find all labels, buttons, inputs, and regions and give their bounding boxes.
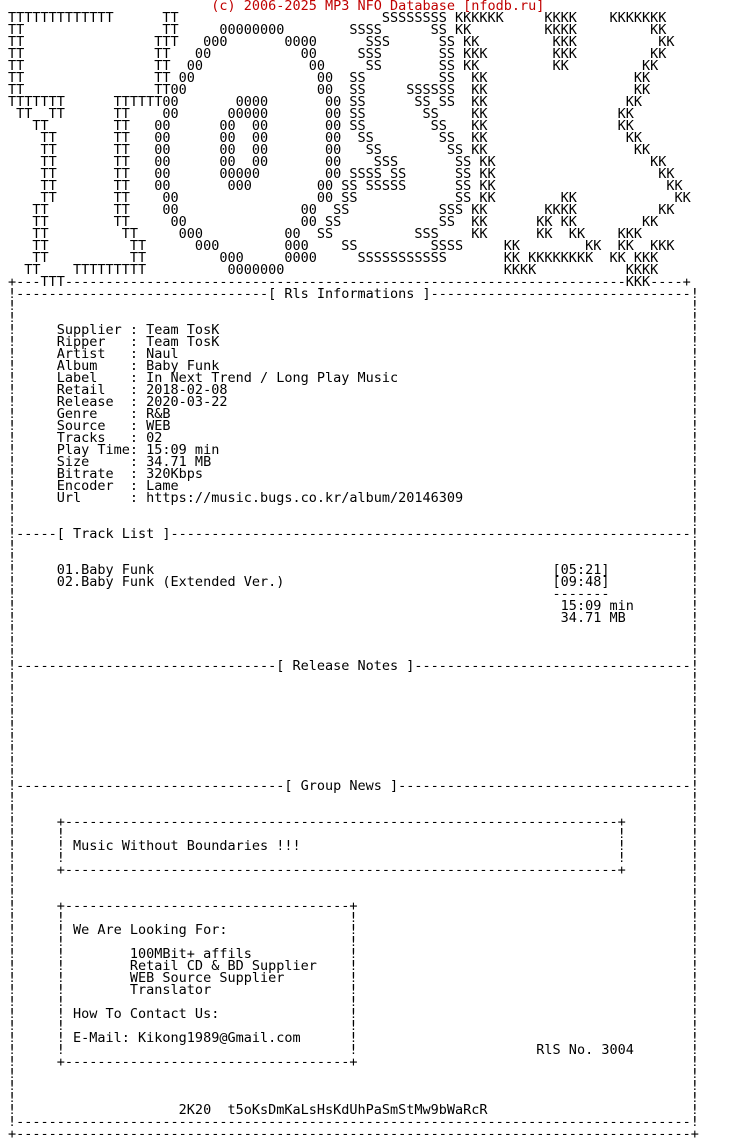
nfo-line: ! Album : Baby Funk ! [8,358,699,374]
nfo-line: ! ! [8,766,699,782]
nfo-line: !-----------------------------------------------------------------------------------! [8,1114,699,1130]
nfo-line: ! ! [8,790,699,806]
nfo-line: ! ! [8,622,699,638]
nfo-line: TTTTTTTTTTTTT TT SSSSSSSS KKKKKK KKKK KKKKKKK [8,10,667,26]
nfo-line: ! Bitrate : 320Kbps ! [8,466,699,482]
nfo-line: TT TT 00 00 00 00 SS SS KK KK [8,142,651,158]
nfo-line: ! ! [8,754,699,770]
nfo-line: TT TT 00 00 SS SS KK KK [8,70,651,86]
nfo-line: TT TT 00 00 00 00 SS SS KK KK [8,130,642,146]
nfo-line: ! ! [8,310,699,326]
nfo-document [8,0,699,1140]
nfo-line: ! ! [8,634,699,650]
nfo-line: ! Supplier : Team TosK ! [8,322,699,338]
nfo-line: TT TT 00 00 SS SSS KK KKKK KK [8,202,675,218]
nfo-line: TT TT 00 00 00 00 SS SS KK KK [8,118,634,134]
nfo-line: ! ! [8,874,699,890]
nfo-line: ! 01.Baby Funk [05:21] ! [8,562,699,578]
nfo-line: ! Url : https://music.bugs.co.kr/album/20146309 ! [8,490,699,506]
nfo-line: TT TT 000 0000 SSSSSSSSSSS KK KKKKKKKK KK KKK [8,250,659,266]
nfo-line: ! ! Music Without Boundaries !!! ! ! [8,838,699,854]
nfo-line: ! 15:09 min ! [8,598,699,614]
nfo-line: ! ! [8,298,699,314]
nfo-line: ! 2K20 t5oKsDmKaLsHsKdUhPaSmStMw9bWaRcR ! [8,1102,699,1118]
nfo-line: ! Tracks : 02 ! [8,430,699,446]
nfo-line: !-------------------------------[ Rls Informations ]--------------------------------! [8,286,699,302]
nfo-line: ! Genre : R&B ! [8,406,699,422]
nfo-line: ! ! ! RlS No. 3004 ! [8,1042,699,1058]
nfo-line: ! Artist : Naul ! [8,346,699,362]
nfo-line: ! ! WEB Source Supplier ! ! [8,970,699,986]
nfo-line: ! Encoder : Lame ! [8,478,699,494]
nfo-line: TT TT 00000000 SSSS SS KK KKKK KK [8,22,667,38]
nfo-line: ! ! E-Mail: Kikong1989@Gmail.com ! ! [8,1030,699,1046]
nfo-line: ! ! [8,1078,699,1094]
copyright-banner: (c) 2006-2025 MP3 NFO Database [nfodb.ru] [8,0,545,14]
nfo-line: TT TT 00 00 SS SS KK KK KK [8,190,691,206]
nfo-line: TT TT 000 000 SS SSSS KK KK KK KKK [8,238,675,254]
nfo-line: TT TT 000 00 SS SSS KK KK KK KKK [8,226,642,242]
nfo-line: ! ! Retail CD & BD Supplier ! ! [8,958,699,974]
nfo-line: ! ! ! ! [8,826,699,842]
nfo-line: TT TT 00 00 00 00 SSS SS KK KK [8,154,667,170]
nfo-line: !--------------------------------[ Release Notes ]----------------------------------! [8,658,699,674]
nfo-line: ! ! [8,742,699,758]
nfo-line: TT TT 00 00 SSS SS KKK KKK KK [8,46,667,62]
nfo-line: ! +--------------------------------------------------------------------+ ! [8,862,699,878]
nfo-line: ! ! [8,886,699,902]
nfo-line: ! Release : 2020-03-22 ! [8,394,699,410]
nfo-line: ! Size : 34.71 MB ! [8,454,699,470]
nfo-line: ! +-----------------------------------+ ! [8,1054,699,1070]
nfo-line: ! ! 100MBit+ affils ! ! [8,946,699,962]
nfo-line: +---TTT---------------------------------------------------------------------KKK----+ [8,274,691,290]
nfo-line: TT TTTTTTTTT 0000000 KKKK KKKK [8,262,659,278]
nfo-line: ! ! Translator ! ! [8,982,699,998]
nfo-line: ! ! [8,502,699,518]
nfo-line: ! ! [8,670,699,686]
nfo-line: ! ! How To Contact Us: ! ! [8,1006,699,1022]
nfo-line: ! 34.71 MB ! [8,610,699,626]
nfo-line: ! Label : In Next Trend / Long Play Music ! [8,370,699,386]
nfo-line: ! ! ! ! [8,910,699,926]
nfo-line: TTTTTTT TTTTTT00 0000 00 SS SS SS KK KK [8,94,642,110]
nfo-line: ! ! [8,514,699,530]
nfo-line: ! ! [8,646,699,662]
nfo-line: ! ! [8,718,699,734]
nfo-line: ! ! [8,706,699,722]
nfo-line: ! ! [8,550,699,566]
nfo-line: ! ! [8,694,699,710]
nfo-line: ! ! [8,1066,699,1082]
nfo-line: ! ! [8,538,699,554]
nfo-line: ! ! [8,802,699,818]
nfo-line: ! +-----------------------------------+ ! [8,898,699,914]
nfo-line: ! ! ! ! [8,994,699,1010]
nfo-line: !---------------------------------[ Group News ]------------------------------------! [8,778,699,794]
nfo-line: ! ! [8,730,699,746]
nfo-line: TT TT 00 00 SS SS KK KK KK KK [8,214,659,230]
nfo-line: ! ! ! ! [8,934,699,950]
nfo-line: ! Play Time: 15:09 min ! [8,442,699,458]
nfo-line: TT TTT 000 0000 SSS SS KK KKK KK [8,34,675,50]
nfo-line: ! Retail : 2018-02-08 ! [8,382,699,398]
nfo-line: ! ! ! ! [8,1018,699,1034]
nfo-line: TT TT TT 00 00000 00 SS SS KK KK [8,106,634,122]
nfo-line: TT TT 00 000 00 SS SSSSS SS KK KK [8,178,683,194]
nfo-line: ! +--------------------------------------------------------------------+ ! [8,814,699,830]
nfo-line: ! ------- ! [8,586,699,602]
nfo-line: ! ! ! ! [8,850,699,866]
nfo-line: TT TT 00 00 SS SS KK KK KK [8,58,659,74]
nfo-line: ! ! [8,682,699,698]
nfo-line: ! ! We Are Looking For: ! ! [8,922,699,938]
nfo-line: ! 02.Baby Funk (Extended Ver.) [09:48] ! [8,574,699,590]
nfo-line: TT TT 00 00000 00 SSSS SS SS KK KK [8,166,675,182]
nfo-line: ! ! [8,1090,699,1106]
nfo-line: !-----[ Track List ]----------------------------------------------------------------! [8,526,699,542]
nfo-line: ! Source : WEB ! [8,418,699,434]
nfo-line: ! Ripper : Team TosK ! [8,334,699,350]
nfo-line: +-----------------------------------------------------------------------------------+ [8,1126,699,1142]
nfo-line: TT TT00 00 SS SSSSSS KK KK [8,82,651,98]
